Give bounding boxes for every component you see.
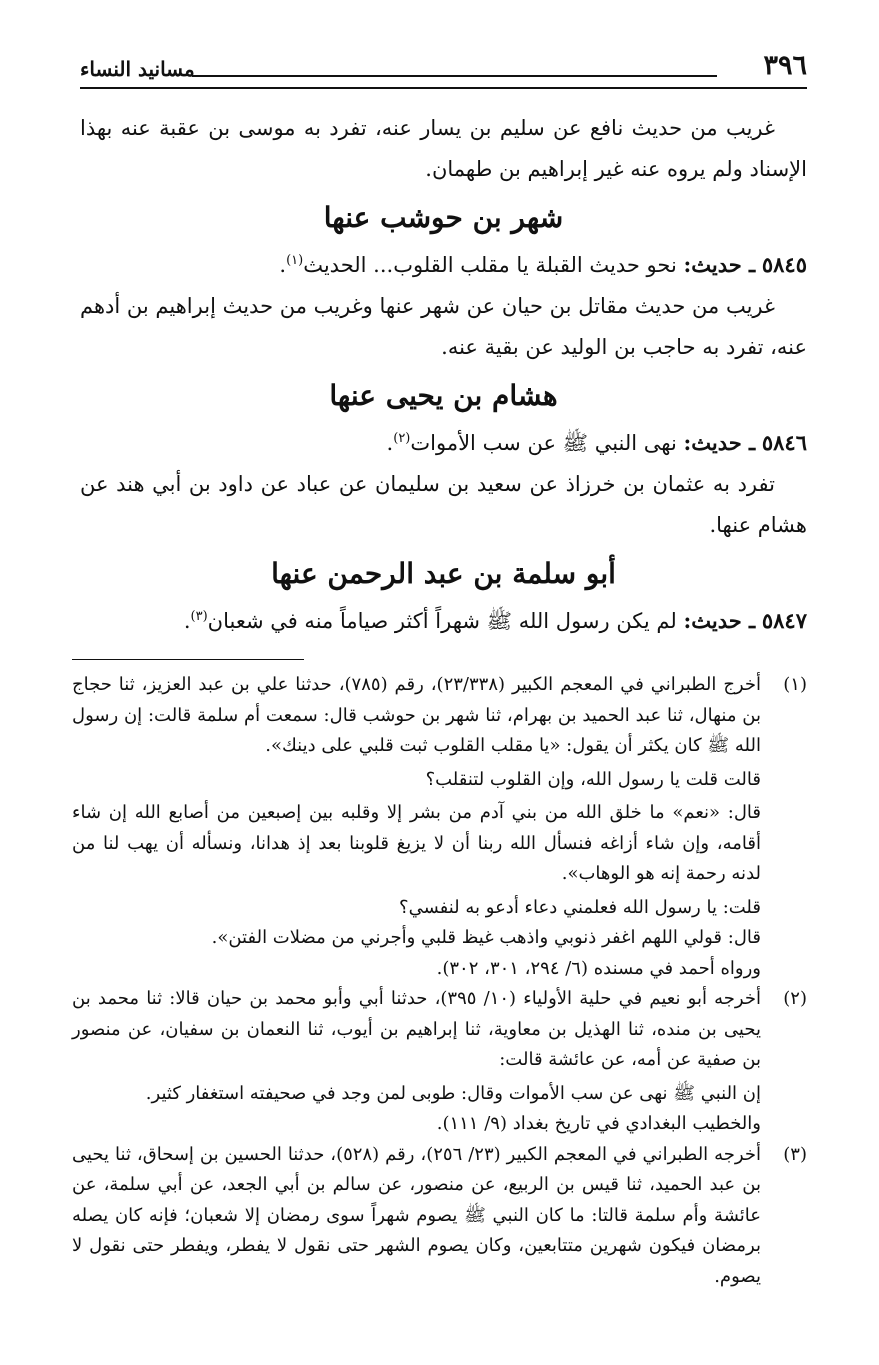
hadith-number: ٥٨٤٧ [761,608,807,633]
hadith-entry [80,600,807,642]
hadith-label: ـ حديث: [683,608,756,633]
section-shahr [80,194,807,368]
footnote-paragraph: أخرجه أبو نعيم في حلية الأولياء (١٠/ ٣٩٥)، حدثنا أبي وأبو محمد بن حيان قالا: ثنا محمد بن يحيى بن منده، ثنا الهذيل بن معاوية، ثنا إبراهيم بن أيوب، ثنا النعمان بن سفيان، عن منصور بن صفية عن أمه، عن عائشة قالت: [72,988,761,1070]
section-abu-salama [80,550,807,642]
section-note: غريب من حديث مقاتل بن حيان عن شهر عنها وغريب من حديث إبراهيم بن أدهم عنه، تفرد به حاجب بن الوليد عن بقية عنه. [80,294,807,359]
footnote-paragraph: أخرجه الطبراني في المعجم الكبير (٢٣/ ٢٥٦)، رقم (٥٢٨)، حدثنا الحسين بن إسحاق، ثنا يحيى بن عبد الحميد، ثنا قيس بن الربيع، عن منصور، عن سالم بن أبي الجعد، عن أبي سلمة، عن عائشة وأم سلمة قالتا: ما كان النبي ﷺ يصوم شهراً سوى رمضان إلا شعبان؛ فإنه كان يصله برمضان فيكون شهرين متتابعين، وكان يصوم الشهر حتى نقول لا يفطر، ويفطر حتى نقول لا يصوم. [72,1143,761,1287]
hadith-text: نهى النبي ﷺ عن سب الأموات [410,431,677,455]
section-hisham [80,372,807,546]
footnote-ref[interactable]: (٣) [190,609,208,624]
running-title: مسانيد النساء [80,57,195,81]
section-heading: هشام بن يحيى عنها [329,379,558,412]
main-text [80,108,807,642]
hadith-entry [80,244,807,286]
hadith-number: ٥٨٤٥ [761,252,807,277]
footnote-1 [72,670,807,984]
hadith-text: لم يكن رسول الله ﷺ شهراً أكثر صياماً منه في شعبان [207,609,677,633]
footnote-paragraph: إن النبي ﷺ نهى عن سب الأموات وقال: طوبى لمن وجد في صحيفته استغفار كثير. [145,1082,761,1104]
hadith-end: . [279,253,287,277]
hadith-text: نحو حديث القبلة يا مقلب القلوب... الحديث [303,253,677,277]
hadith-end: . [183,609,191,633]
footnotes [72,670,807,1292]
page-number: ٣٩٦ [763,50,807,81]
header-rule [80,87,807,89]
footnote-paragraph: قال: قولي اللهم اغفر ذنوبي واذهب غيظ قلبي وأجرني من مضلات الفتن». [211,927,761,948]
header-title-rule [192,75,717,77]
footnote-ref[interactable]: (١) [286,253,304,268]
footnote-2 [72,984,807,1140]
section-note: تفرد به عثمان بن خرزاذ عن سعيد بن سليمان عن عباد عن داود بن أبي هند عن هشام عنها. [80,472,807,537]
hadith-label: ـ حديث: [683,430,756,455]
footnote-number: (١) [783,674,807,695]
footnote-paragraph: قال: «نعم» ما خلق الله من بني آدم من بشر إلا وقلبه بين إصبعين من أصابع الله إن شاء أقامه، وإن شاء أزاغه فنسأل الله ربنا أن لا يزيغ قلوبنا بعد إذ هدانا، ونسأله أن يهب لنا من لدنه رحمة إنه هو الوهاب». [72,802,761,884]
section-heading: أبو سلمة بن عبد الرحمن عنها [271,557,616,590]
footnote-number: (٢) [783,988,807,1009]
footnote-number: (٣) [783,1143,807,1165]
footnote-paragraph: أخرج الطبراني في المعجم الكبير (٢٣/٣٣٨)، رقم (٧٨٥)، حدثنا علي بن عبد العزيز، ثنا حجاج بن منهال، ثنا عبد الحميد بن بهرام، ثنا شهر بن حوشب قال: سمعت أم سلمة قالت: إن رسول الله ﷺ كان يكثر أن يقول: «يا مقلب القلوب ثبت قلبي على دينك». [72,674,761,756]
hadith-label: ـ حديث: [683,252,756,277]
footnote-3 [72,1140,807,1293]
footnote-paragraph: قالت قلت يا رسول الله، وإن القلوب لتنقلب؟ [425,768,761,790]
hadith-entry [80,422,807,464]
footnote-ref[interactable]: (٢) [393,431,411,446]
hadith-end: . [386,431,394,455]
footnote-paragraph: قلت: يا رسول الله فعلمني دعاء أدعو به لنفسي؟ [399,896,761,918]
footnote-separator [72,659,304,660]
hadith-number: ٥٨٤٦ [761,430,807,455]
section-heading: شهر بن حوشب عنها [323,201,564,234]
footnote-paragraph: ورواه أحمد في مسنده (٦/ ٢٩٤، ٣٠١، ٣٠٢). [436,957,761,979]
footnote-paragraph: والخطيب البغدادي في تاريخ بغداد (٩/ ١١١). [436,1113,761,1134]
running-head [80,50,807,86]
intro-paragraph: غريب من حديث نافع عن سليم بن يسار عنه، تفرد به موسى بن عقبة عنه بهذا الإسناد ولم يروه عنه غير إبراهيم بن طهمان. [80,116,807,181]
